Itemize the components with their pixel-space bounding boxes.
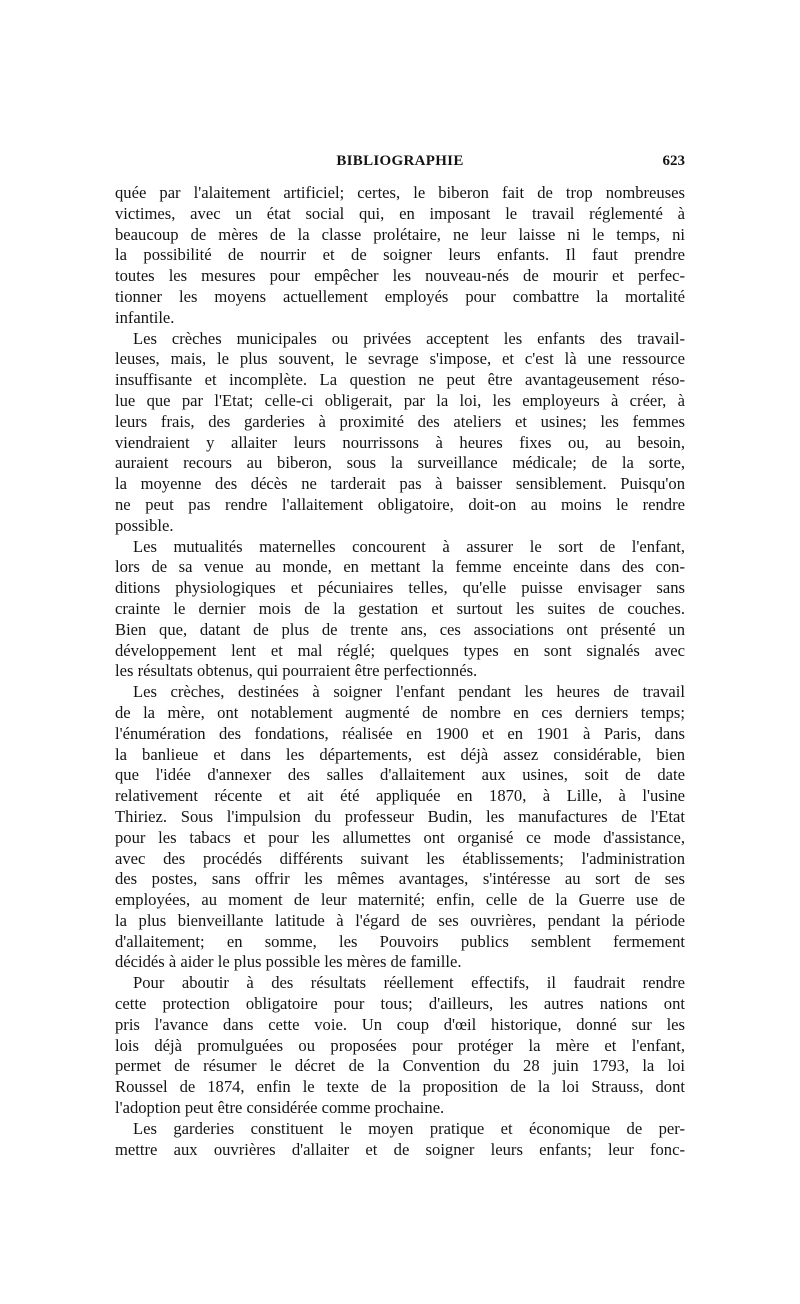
text-line: lue que par l'Etat; celle-ci obligerait, par la loi, les employeurs à créer, à (115, 390, 685, 410)
text-line: lois déjà promulguées ou proposées pour protéger la mère et l'enfant, (115, 1035, 685, 1055)
paragraph-2 (115, 329, 685, 537)
text-line: Les mutualités maternelles concourent à assurer le sort de l'enfant, (133, 536, 685, 556)
text-line: développement lent et mal réglé; quelques types en sont signalés avec (115, 640, 685, 660)
text-line: ne peut pas rendre l'allaitement obligatoire, doit-on au moins le rendre (115, 494, 685, 514)
text-line: leurs frais, des garderies à proximité des ateliers et usines; les femmes (115, 411, 685, 431)
text-line: crainte le dernier mois de la gestation et surtout les suites de couches. (115, 598, 685, 618)
text-line: ditions physiologiques et pécuniaires telles, qu'elle puisse envisager sans (115, 578, 685, 598)
text-line: Les crèches municipales ou privées acceptent les enfants des travail- (133, 328, 685, 348)
text-line: la possibilité de nourrir et de soigner leurs enfants. Il faut prendre (115, 245, 685, 265)
paragraph-4 (115, 682, 685, 973)
text-line: infantile. (115, 307, 175, 327)
text-line: la moyenne des décès ne tarderait pas à baisser sensiblement. Puisqu'on (115, 474, 685, 494)
running-head: BIBLIOGRAPHIE (336, 153, 464, 169)
text-line: relativement récente et ait été appliquée en 1870, à Lille, à l'usine (115, 786, 685, 806)
text-line: Roussel de 1874, enfin le texte de la proposition de la loi Strauss, dont (115, 1077, 685, 1097)
text-line: victimes, avec un état social qui, en imposant le travail réglementé à (115, 203, 685, 223)
paragraph-6 (115, 1119, 685, 1161)
text-line: viendraient y allaiter leurs nourrissons à heures fixes ou, au besoin, (115, 432, 685, 452)
text-line: mettre aux ouvrières d'allaiter et de soigner leurs enfants; leur fonc- (115, 1139, 685, 1159)
text-line: beaucoup de mères de la classe prolétaire, ne leur laisse ni le temps, ni (115, 224, 685, 244)
text-line: tionner les moyens actuellement employés pour combattre la mortalité (115, 286, 685, 306)
text-line: insuffisante et incomplète. La question ne peut être avantageusement réso- (115, 370, 685, 390)
text-line: que l'idée d'annexer des salles d'allaitement aux usines, soit de date (115, 765, 685, 785)
text-line: pris l'avance dans cette voie. Un coup d'œil historique, donné sur les (115, 1014, 685, 1034)
paragraph-1 (115, 183, 685, 329)
text-line: la banlieue et dans les départements, est déjà assez considérable, bien (115, 744, 685, 764)
text-line: Bien que, datant de plus de trente ans, ces associations ont présenté un (115, 619, 685, 639)
text-line: Les crèches, destinées à soigner l'enfant pendant les heures de travail (133, 682, 685, 702)
text-line: possible. (115, 515, 174, 535)
text-line: quée par l'alaitement artificiel; certes, le biberon fait de trop nombreuses (115, 183, 685, 202)
text-line: avec des procédés différents suivant les établissements; l'administration (115, 848, 685, 868)
text-line: auraient recours au biberon, sous la surveillance médicale; de la sorte, (115, 453, 685, 473)
paragraph-5 (115, 973, 685, 1119)
text-line: la plus bienveillante latitude à l'égard de ses ouvrières, pendant la période (115, 910, 685, 930)
text-line: l'adoption peut être considérée comme prochaine. (115, 1098, 445, 1118)
text-line: des postes, sans offrir les mêmes avantages, s'intéresse au sort de ses (115, 869, 685, 889)
text-line: Thiriez. Sous l'impulsion du professeur Budin, les manufactures de l'Etat (115, 806, 685, 826)
text-line: permet de résumer le décret de la Convention du 28 juin 1793, la loi (115, 1056, 685, 1076)
text-line: Pour aboutir à des résultats réellement effectifs, il faudrait rendre (133, 973, 685, 993)
text-line: décidés à aider le plus possible les mères de famille. (115, 952, 462, 972)
text-line: les résultats obtenus, qui pourraient être perfectionnés. (115, 661, 478, 681)
text-line: employées, au moment de leur maternité; enfin, celle de la Guerre use de (115, 890, 685, 910)
text-line: leuses, mais, le plus souvent, le sevrage s'impose, et c'est là une ressource (115, 349, 685, 369)
text-line: pour les tabacs et pour les allumettes ont organisé ce mode d'assistance, (115, 827, 685, 847)
text-line: toutes les mesures pour empêcher les nouveau-nés de mourir et perfec- (115, 266, 685, 286)
text-line: lors de sa venue au monde, en mettant la femme enceinte dans des con- (115, 557, 685, 577)
text-line: d'allaitement; en somme, les Pouvoirs publics semblent fermement (115, 931, 685, 951)
body-text (115, 183, 685, 1160)
page-number: 623 (662, 153, 685, 169)
text-line: de la mère, ont notablement augmenté de nombre en ces derniers temps; (115, 702, 685, 722)
paragraph-3 (115, 537, 685, 683)
text-line: l'énumération des fondations, réalisée en 1900 et en 1901 à Paris, dans (115, 723, 685, 743)
text-line: Les garderies constituent le moyen pratique et économique de per- (133, 1118, 685, 1138)
page-header (115, 153, 685, 177)
text-line: cette protection obligatoire pour tous; d'ailleurs, les autres nations ont (115, 994, 685, 1014)
